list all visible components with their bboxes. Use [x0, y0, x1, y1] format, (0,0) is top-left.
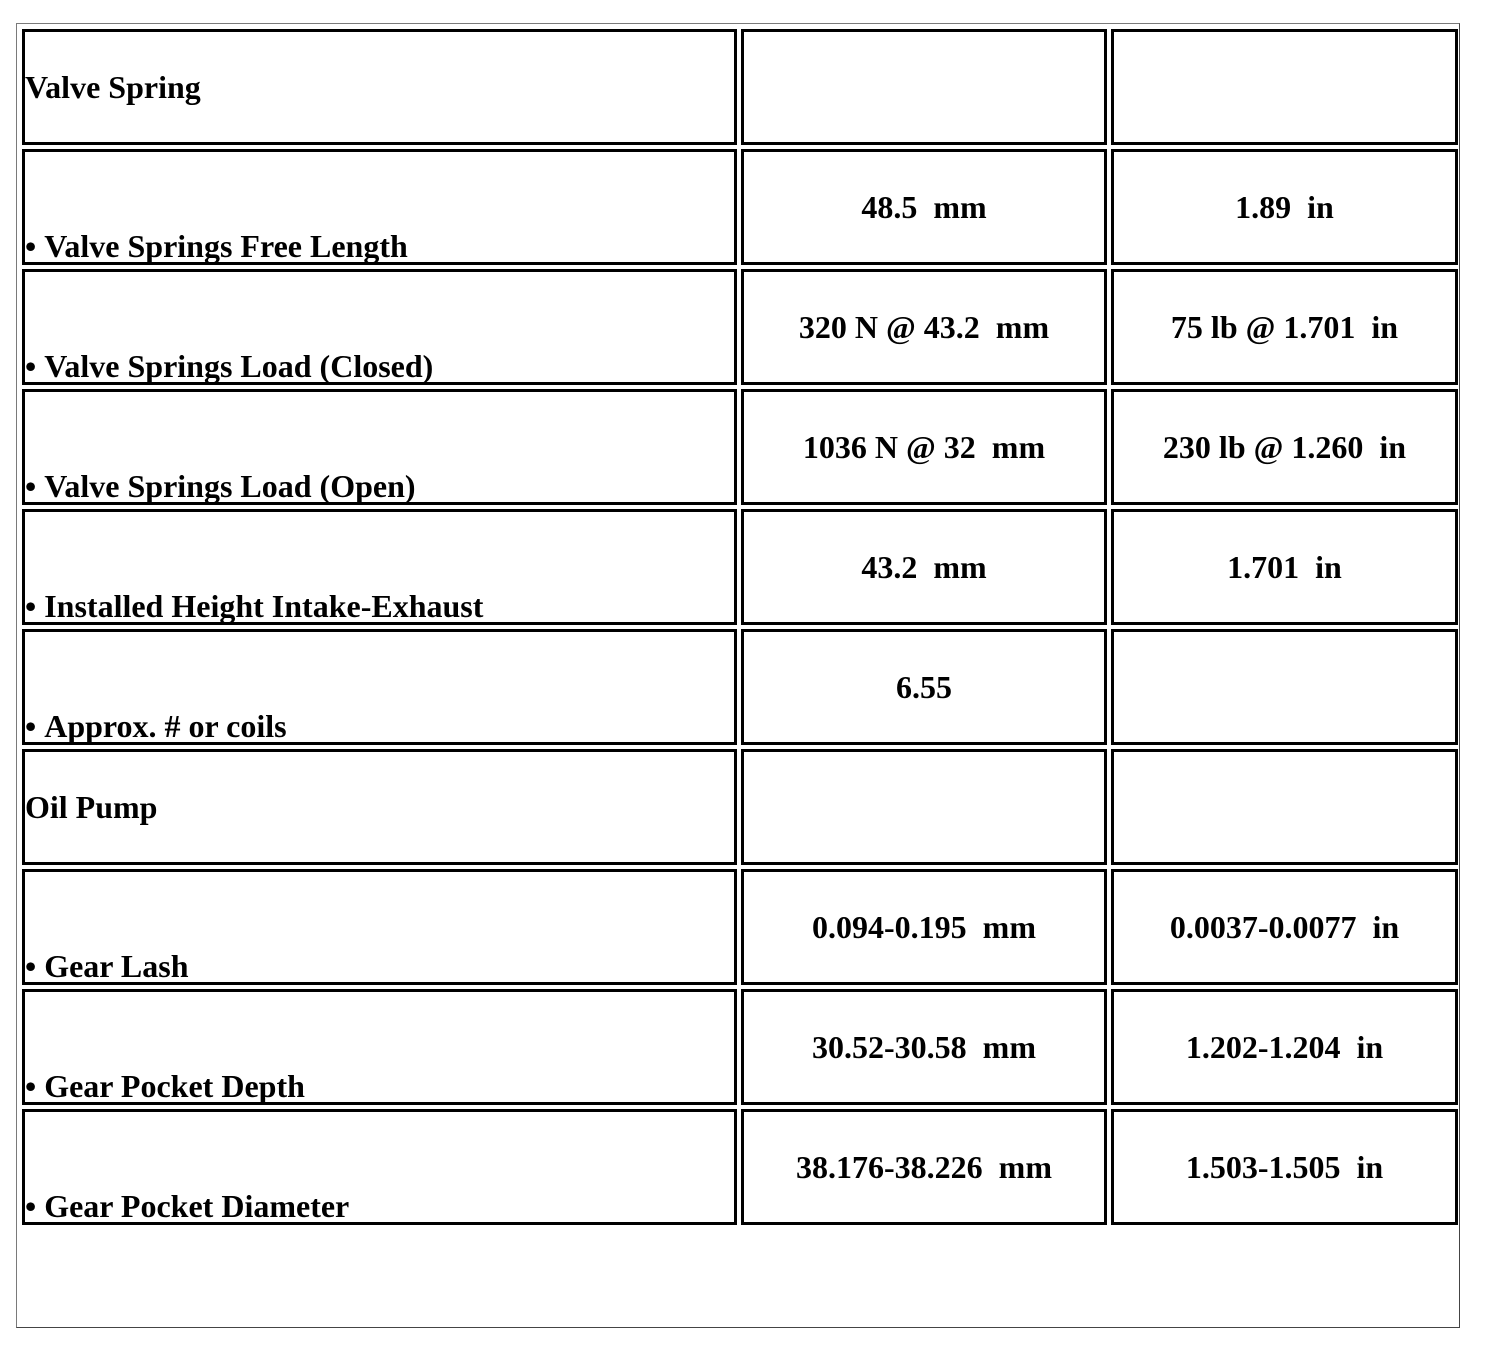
spec-label: Valve Springs Load (Open): [44, 468, 416, 504]
section-title: Valve Spring: [25, 69, 201, 105]
metric-value: [741, 29, 1107, 145]
spec-label-cell: [22, 389, 737, 505]
table-row: [22, 629, 1458, 745]
spec-label: Installed Height Intake-Exhaust: [44, 588, 484, 624]
spec-table: [18, 25, 1462, 1229]
table-row: [22, 269, 1458, 385]
spec-label-cell: [22, 269, 737, 385]
table-row: [22, 389, 1458, 505]
spec-label: Gear Pocket Depth: [44, 1068, 305, 1104]
spec-label-cell: [22, 989, 737, 1105]
spec-label-cell: [22, 629, 737, 745]
spec-label-cell: [22, 869, 737, 985]
spec-label: Gear Pocket Diameter: [44, 1188, 350, 1224]
spec-label-cell: [22, 509, 737, 625]
spec-label-cell: [22, 1109, 737, 1225]
imperial-value: [1111, 29, 1458, 145]
bullet-icon: •: [25, 708, 37, 744]
metric-value: 0.094-0.195 mm: [741, 869, 1107, 985]
spec-label-cell: [22, 149, 737, 265]
spec-label: Valve Springs Free Length: [44, 228, 408, 264]
table-row: [22, 509, 1458, 625]
table-row: [22, 869, 1458, 985]
spec-label: Gear Lash: [44, 948, 189, 984]
bullet-icon: •: [25, 228, 37, 264]
metric-value: [741, 749, 1107, 865]
imperial-value: 1.503-1.505 in: [1111, 1109, 1458, 1225]
section-header-cell: [22, 749, 737, 865]
imperial-value: 0.0037-0.0077 in: [1111, 869, 1458, 985]
metric-value: 38.176-38.226 mm: [741, 1109, 1107, 1225]
table-row: [22, 149, 1458, 265]
table-row: [22, 1109, 1458, 1225]
metric-value: 48.5 mm: [741, 149, 1107, 265]
bullet-icon: •: [25, 588, 37, 624]
table-row: [22, 749, 1458, 865]
table-row: [22, 29, 1458, 145]
metric-value: 43.2 mm: [741, 509, 1107, 625]
table-row: [22, 989, 1458, 1105]
imperial-value: 1.202-1.204 in: [1111, 989, 1458, 1105]
bullet-icon: •: [25, 468, 37, 504]
spec-label: Valve Springs Load (Closed): [44, 348, 434, 384]
bullet-icon: •: [25, 1068, 37, 1104]
imperial-value: 1.701 in: [1111, 509, 1458, 625]
metric-value: 30.52-30.58 mm: [741, 989, 1107, 1105]
imperial-value: 75 lb @ 1.701 in: [1111, 269, 1458, 385]
section-title: Oil Pump: [25, 789, 158, 825]
imperial-value: [1111, 749, 1458, 865]
metric-value: 1036 N @ 32 mm: [741, 389, 1107, 505]
imperial-value: [1111, 629, 1458, 745]
metric-value: 6.55: [741, 629, 1107, 745]
spec-label: Approx. # or coils: [44, 708, 287, 744]
bullet-icon: •: [25, 948, 37, 984]
imperial-value: 1.89 in: [1111, 149, 1458, 265]
bullet-icon: •: [25, 348, 37, 384]
imperial-value: 230 lb @ 1.260 in: [1111, 389, 1458, 505]
section-header-cell: [22, 29, 737, 145]
bullet-icon: •: [25, 1188, 37, 1224]
metric-value: 320 N @ 43.2 mm: [741, 269, 1107, 385]
